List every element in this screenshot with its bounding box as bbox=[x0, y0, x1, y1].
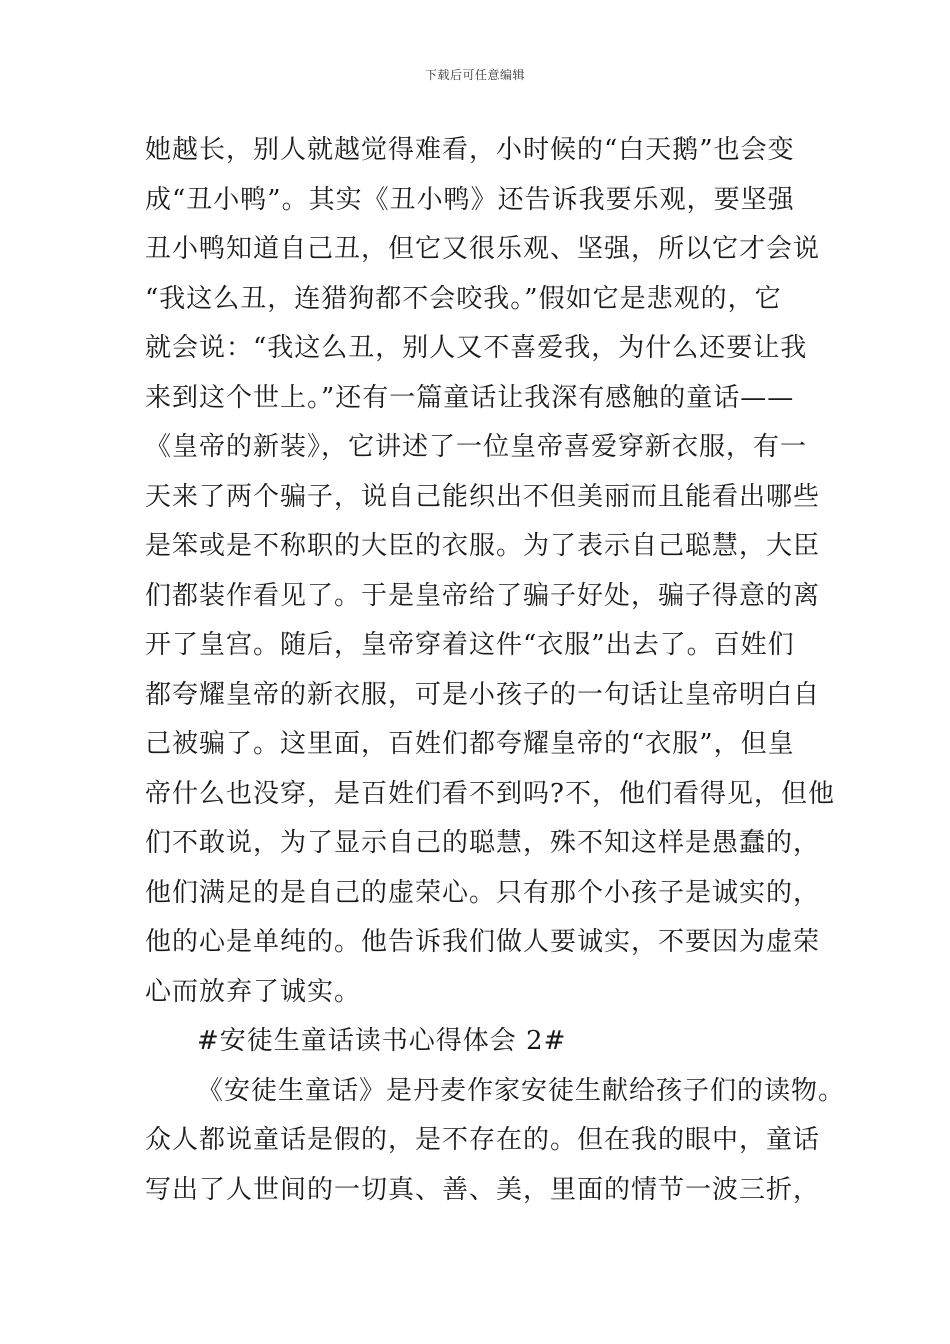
document-body bbox=[145, 126, 846, 1215]
text-line: 是笨或是不称职的大臣的衣服。为了表示自己聪慧，大臣 bbox=[145, 531, 821, 561]
text-line: 天来了两个骗子，说自己能织出不但美丽而且能看出哪些 bbox=[145, 481, 821, 512]
text-line: 就会说：“我这么丑，别人又不喜爱我，为什么还要让我 bbox=[145, 333, 808, 363]
text-line: 己被骗了。这里面，百姓们都夸耀皇帝的“衣服”，但皇 bbox=[145, 729, 795, 759]
text-line: 他们满足的是自己的虚荣心。只有那个小孩子是诚实的， bbox=[145, 877, 821, 908]
text-line: 们都装作看见了。于是皇帝给了骗子好处，骗子得意的离 bbox=[145, 580, 821, 611]
text-line: 心而放弃了诚实。 bbox=[145, 976, 362, 1007]
text-line: 《安徒生童话》是丹麦作家安徒生献给孩子们的读物。 bbox=[197, 1075, 846, 1106]
text-line: “我这么丑，连猎狗都不会咬我。”假如它是悲观的，它 bbox=[145, 283, 782, 314]
text-line: 们不敢说，为了显示自己的聪慧，殊不知这样是愚蠢的， bbox=[145, 828, 821, 858]
text-line: 都夸耀皇帝的新衣服，可是小孩子的一句话让皇帝明白自 bbox=[145, 679, 821, 710]
text-line: 开了皇宫。随后，皇帝穿着这件“衣服”出去了。百姓们 bbox=[145, 630, 795, 660]
text-line: 众人都说童话是假的，是不存在的。但在我的眼中，童话 bbox=[145, 1125, 821, 1155]
text-line: 丑小鸭知道自己丑，但它又很乐观、坚强，所以它才会说 bbox=[145, 234, 821, 264]
text-line: 《皇帝的新装》，它讲述了一位皇帝喜爱穿新衣服，有一 bbox=[145, 432, 808, 462]
text-line: 她越长，别人就越觉得难看，小时候的“白天鹅”也会变 bbox=[145, 135, 795, 165]
page-header: 下载后可任意编辑 bbox=[424, 68, 525, 82]
text-line: 帝什么也没穿，是百姓们看不到吗?不，他们看得见，但他 bbox=[145, 778, 835, 809]
text-line: 成“丑小鸭”。其实《丑小鸭》还告诉我要乐观，要坚强 bbox=[145, 184, 795, 215]
text-line: 他的心是单纯的。他告诉我们做人要诚实，不要因为虚荣 bbox=[145, 927, 821, 957]
text-line: 写出了人世间的一切真、善、美，里面的情节一波三折， bbox=[145, 1174, 821, 1205]
text-line: 来到这个世上。”还有一篇童话让我深有感触的童话—— bbox=[145, 382, 795, 413]
section-heading: #安徒生童话读书心得体会 2# bbox=[197, 1026, 567, 1056]
